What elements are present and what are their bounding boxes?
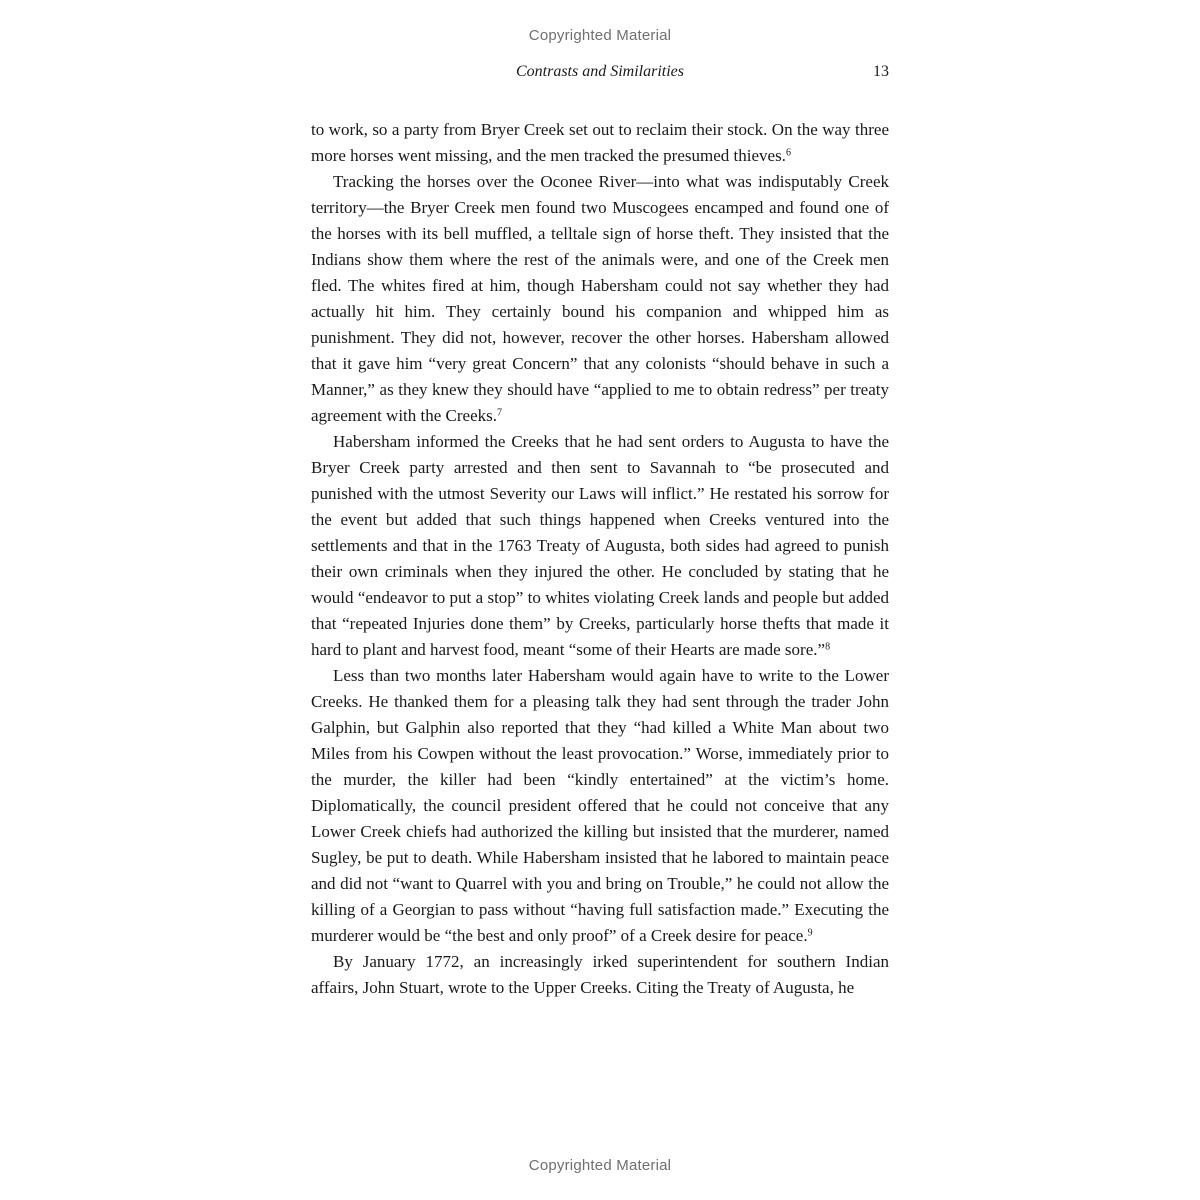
paragraph [311,169,889,429]
paragraph-text: Habersham informed the Creeks that he had sent orders to Augusta to have the Bryer Creek party arrested and then sent to Savannah to “be prosecuted and punished with the utmost Severity our Laws will inflict.” He restated his sorrow for the event but added that such things happened when Creeks ventured into the settlements and that in the 1763 Treaty of Augusta, both sides had agreed to punish their own criminals when they injured the other. He concluded by stating that he would “endeavor to put a stop” to whites violating Creek lands and people but added that “repeated Injuries done them” by Creeks, particularly horse thefts that made it hard to plant and harvest food, meant “some of their Hearts are made sore.” [311,432,889,659]
paragraph-text: Less than two months later Habersham would again have to write to the Lower Creeks. He thanked them for a pleasing talk they had sent through the trader John Galphin, but Galphin also reported that they “had killed a White Man about two Miles from his Cowpen without the least provocation.” Worse, immediately prior to the murder, the killer had been “kindly entertained” at the victim’s home. Diplomatically, the council president offered that he could not conceive that any Lower Creek chiefs had authorized the killing but insisted that the murderer, named Sugley, be put to death. While Habersham insisted that he labored to maintain peace and did not “want to Quarrel with you and bring on Trouble,” he could not allow the killing of a Georgian to pass without “having full satisfaction made.” Executing the murderer would be “the best and only proof” of a Creek desire for peace. [311,666,889,945]
footnote-marker: 8 [825,641,831,653]
watermark-bottom: Copyrighted Material [528,1157,672,1174]
running-head-title: Contrasts and Similarities [515,63,685,80]
paragraph-text: By January 1772, an increasingly irked superintendent for southern Indian affairs, John Stuart, wrote to the Upper Creeks. Citing the Treaty of Augusta, he [311,952,889,997]
paragraph [311,429,889,663]
body-text [311,117,889,1001]
footnote-marker: 9 [807,927,813,939]
footnote-marker: 6 [785,147,791,159]
paragraph [311,949,889,1001]
running-head [311,63,889,85]
paragraph-text: Tracking the horses over the Oconee River—into what was indisputably Creek territory—the Bryer Creek men found two Muscogees encamped and found one of the horses with its bell muffled, a telltale sign of horse theft. They insisted that the Indians show them where the rest of the animals were, and one of the Creek men fled. The whites fired at him, though Habersham could not say whether they had actually hit him. They certainly bound his companion and whipped him as punishment. They did not, however, recover the other horses. Habersham allowed that it gave him “very great Concern” that any colonists “should behave in such a Manner,” as they knew they should have “applied to me to obtain redress” per treaty agreement with the Creeks. [311,172,889,425]
watermark-top: Copyrighted Material [528,27,672,44]
paragraph [311,663,889,949]
footnote-marker: 7 [497,407,502,419]
page-number: 13 [873,63,889,80]
paragraph-text: to work, so a party from Bryer Creek set out to reclaim their stock. On the way three more horses went missing, and the men tracked the presumed thieves. [311,120,889,165]
paragraph [311,117,889,169]
